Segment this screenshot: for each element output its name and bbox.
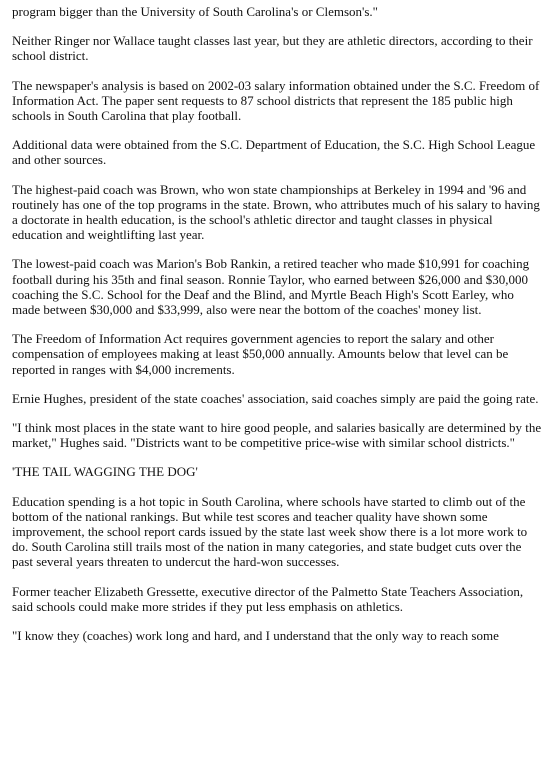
paragraph-education-spending: Education spending is a hot topic in South Carolina, where schools have started to climb out of the bottom of the national rankings. But while test scores and teacher quality have shown some improvement, the school report cards issued by the state last week show there is a lot more work to do. South Carolina still trails most of the nation in many categories, and state budget cuts over the past several years threaten to undercut the hard-won successes. <box>12 493 528 570</box>
paragraph-final-quote: "I know they (coaches) work long and hard, and I understand that the only way to reach some <box>12 628 499 644</box>
section-heading: 'THE TAIL WAGGING THE DOG' <box>12 464 198 480</box>
paragraph-foia-reporting: The Freedom of Information Act requires government agencies to report the salary and other compensation of employees making at least $50,000 annually. Amounts below that level can be reported in ranges with $4,000 increments. <box>12 331 509 377</box>
paragraph-lowest-paid: The lowest-paid coach was Marion's Bob Rankin, a retired teacher who made $10,991 for coaching football during his 35th and final season. Ronnie Taylor, who earned between $26,000 and $30,000 coaching the S.C. School for the Deaf and the Blind, and Myrtle Beach High's Scott Earley, who made between $30,000 and $33,999, also were near the bottom of the coaches' money list. <box>12 256 530 318</box>
paragraph-additional-data: Additional data were obtained from the S.C. Department of Education, the S.C. High School League and other sources. <box>12 137 536 168</box>
paragraph-analysis-basis: The newspaper's analysis is based on 2002-03 salary information obtained under the S.C. Freedom of Information Act. The paper sent requests to 87 school districts that represent the 185 public high schools in South Carolina that play football. <box>12 77 540 124</box>
paragraph-athletic-directors: Neither Ringer nor Wallace taught classes last year, but they are athletic directors, according to their school district. <box>12 33 533 64</box>
paragraph-gressette: Former teacher Elizabeth Gressette, executive director of the Palmetto State Teachers Association, said schools could make more strides if they put less emphasis on athletics. <box>12 583 524 614</box>
paragraph-highest-paid: The highest-paid coach was Brown, who won state championships at Berkeley in 1994 and '96 and routinely has one of the top programs in the state. Brown, who attributes much of his salary to having a doctorate in health education, is the school's athletic director and taught classes in physical education and weightlifting last year. <box>12 181 540 243</box>
paragraph-quote-ending: program bigger than the University of South Carolina's or Clemson's." <box>12 4 378 19</box>
paragraph-going-rate: Ernie Hughes, president of the state coaches' association, said coaches simply are paid the going rate. <box>12 390 539 406</box>
paragraph-hughes-quote: "I think most places in the state want to hire good people, and salaries basically are determined by the market," Hughes said. "Districts want to be competitive price-wise with similar school districts." <box>12 420 542 451</box>
